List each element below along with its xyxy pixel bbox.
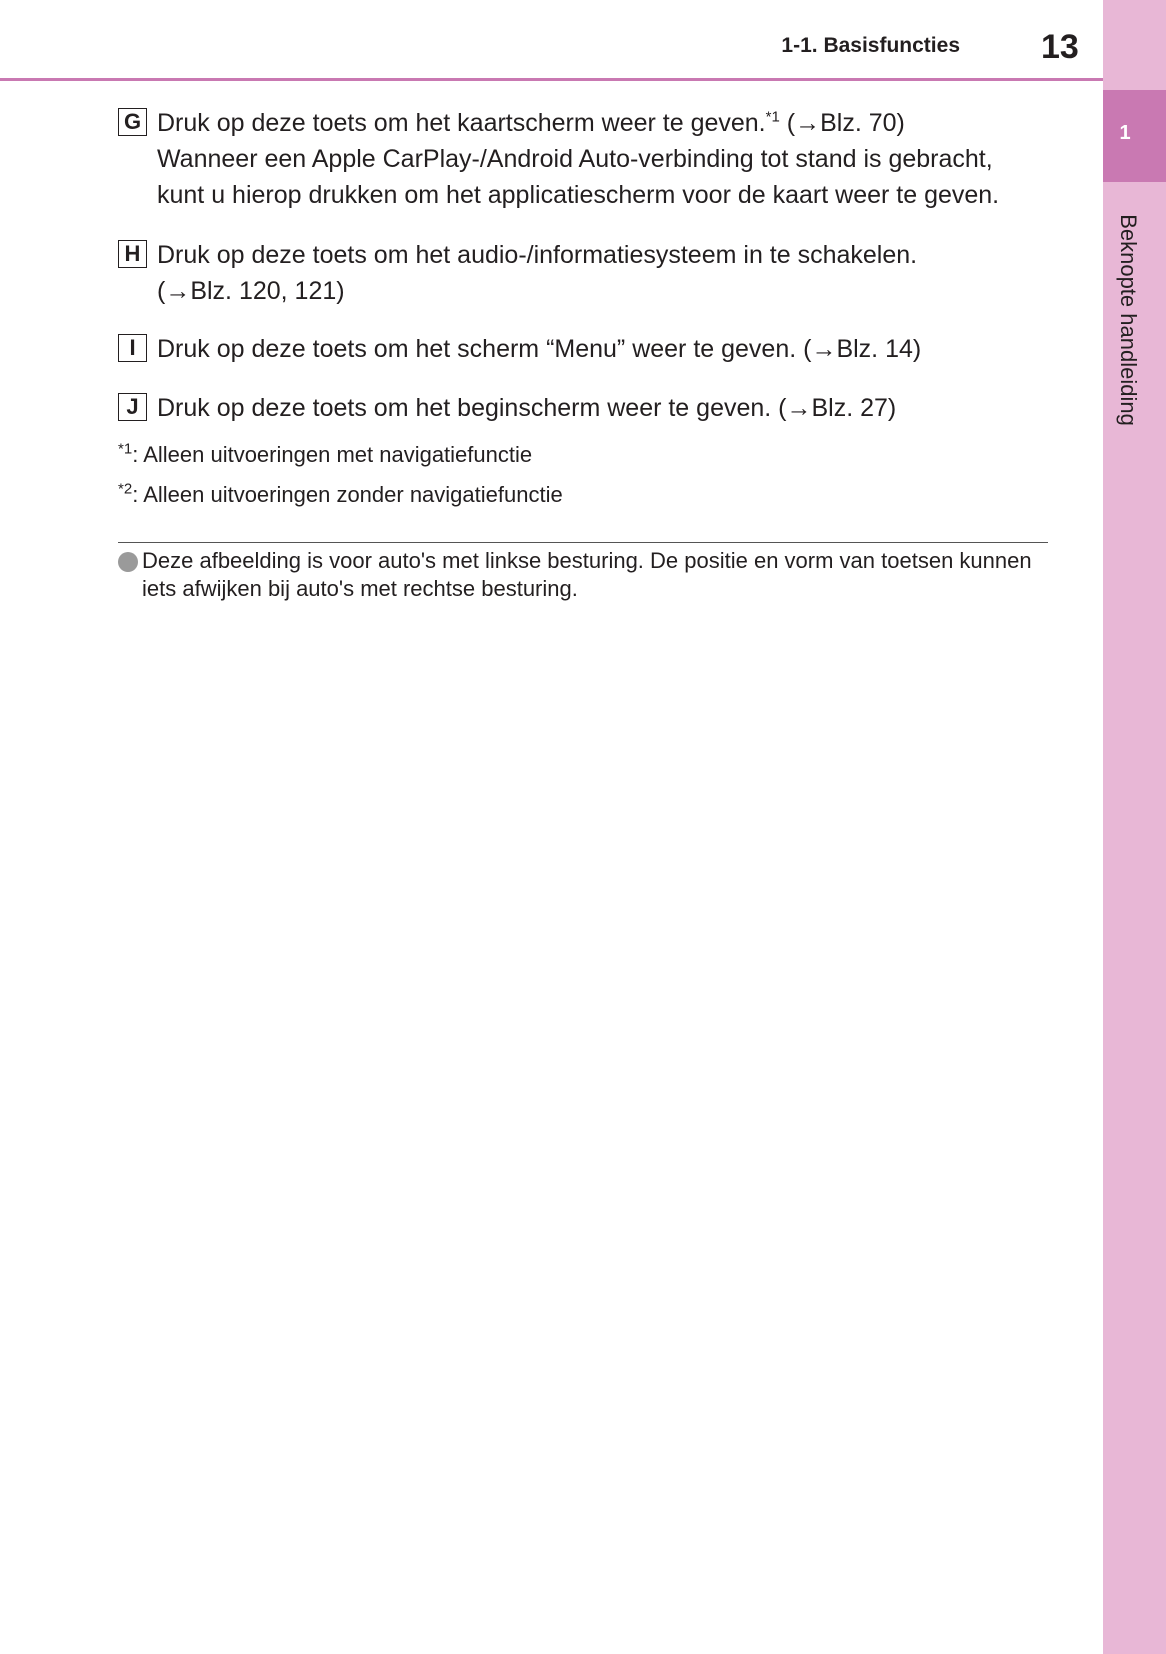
footnote-2 <box>118 480 563 510</box>
key-label-h: H <box>118 240 147 268</box>
page-reference-link[interactable]: (→Blz. 70) <box>779 109 905 137</box>
list-item-g <box>118 105 1058 213</box>
header-rule <box>0 78 1103 81</box>
section-title: 1-1. Basisfuncties <box>781 34 960 57</box>
item-g-line-2: Wanneer een Apple CarPlay-/Android Auto-verbinding tot stand is gebracht, <box>157 145 993 173</box>
chapter-number: 1 <box>1119 122 1131 144</box>
item-g-text: Druk op deze toets om het kaartscherm weer te geven. <box>157 109 766 137</box>
item-h-line-1: Druk op deze toets om het audio-/informatiesysteem in te schakelen. <box>157 241 918 269</box>
item-j-line-1: Druk op deze toets om het beginscherm weer te geven. (→Blz. 27) <box>157 394 897 422</box>
chapter-title: Beknopte handleiding <box>1116 214 1141 426</box>
key-label-j: J <box>118 393 147 421</box>
item-i-line-1: Druk op deze toets om het scherm “Menu” weer te geven. (→Blz. 14) <box>157 335 922 363</box>
page-reference-link[interactable]: (→Blz. 120, 121) <box>157 277 345 305</box>
list-item-h <box>118 237 1058 309</box>
footnote-text: : Alleen uitvoeringen zonder navigatiefunctie <box>132 482 563 507</box>
key-label-g: G <box>118 108 147 136</box>
key-label-i: I <box>118 334 147 362</box>
divider <box>118 542 1048 543</box>
footnote-text: : Alleen uitvoeringen met navigatiefunctie <box>132 442 533 467</box>
note-text: Deze afbeelding is voor auto's met linkse besturing. De positie en vorm van toetsen kunnen iets afwijken bij auto's met rechtse besturing. <box>142 548 1032 601</box>
footnote-1 <box>118 440 532 470</box>
item-g-line-1 <box>157 105 1058 141</box>
footnote-mark: *2 <box>118 480 133 498</box>
footnote-mark: *1 <box>118 440 133 458</box>
item-g-line-3: kunt u hierop drukken om het applicatiescherm voor de kaart weer te geven. <box>157 181 1000 209</box>
list-item-i <box>118 331 1058 367</box>
bullet-icon <box>118 552 138 572</box>
footnote-ref: *1 <box>765 108 780 126</box>
list-item-j <box>118 390 1058 426</box>
page-number: 13 <box>1041 28 1079 66</box>
